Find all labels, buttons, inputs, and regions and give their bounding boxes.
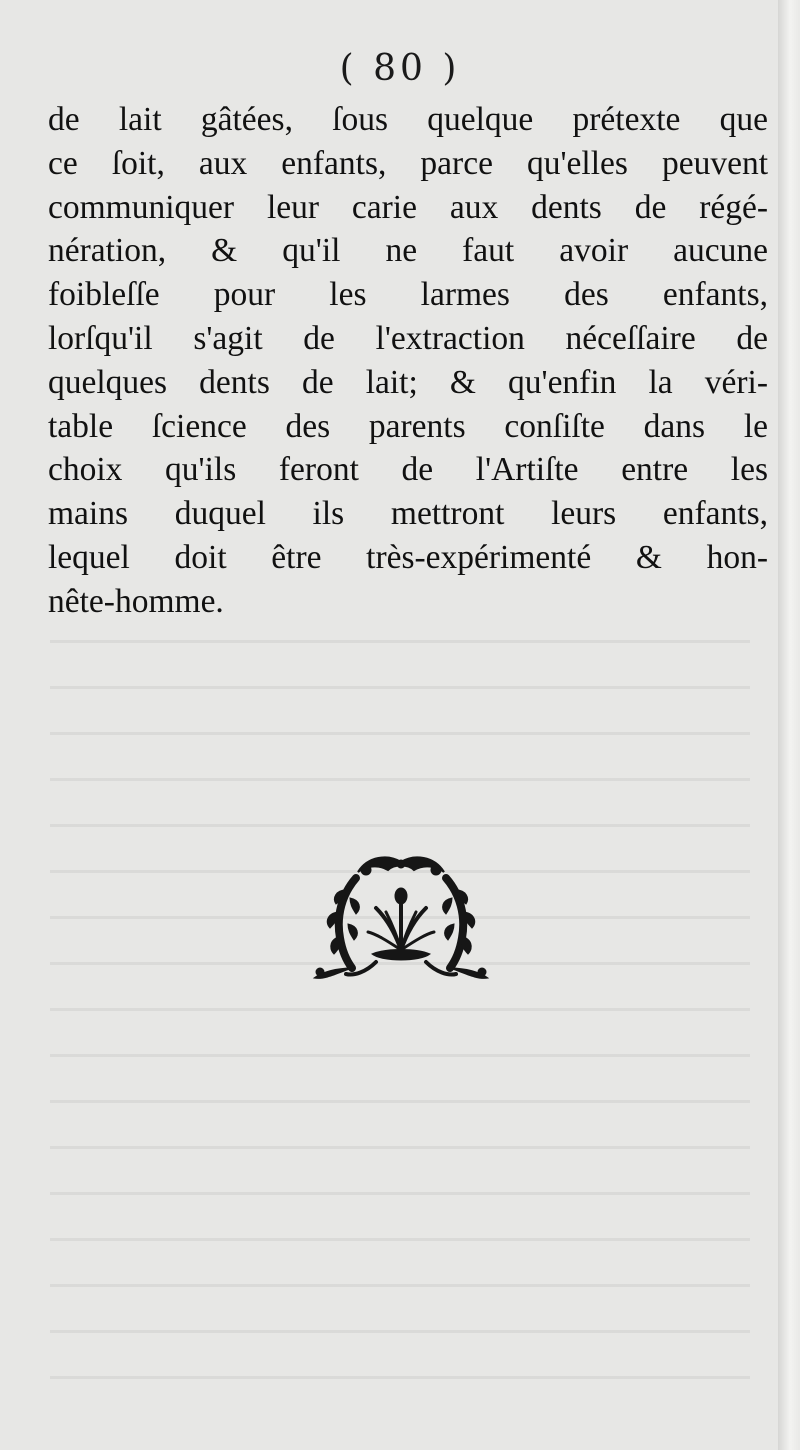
paragraph — [48, 98, 768, 624]
text-line: ce ſoit, aux enfants, parce qu'elles peuvent — [48, 144, 768, 182]
page-number: ( 80 ) — [339, 48, 461, 89]
show-through-text — [50, 640, 750, 1400]
text-line: quelques dents de lait; & qu'enfin la véri- — [48, 363, 768, 401]
text-line: lorſqu'il s'agit de l'extraction néceſſaire de — [48, 319, 768, 357]
text-line: foibleſſe pour les larmes des enfants, — [48, 276, 768, 314]
fleuron-ornament-icon — [306, 850, 496, 990]
text-line: mains duquel ils mettront leurs enfants, — [48, 495, 768, 533]
text-line: nête-homme. — [48, 582, 224, 620]
text-line: table ſcience des parents conſiſte dans le — [48, 407, 768, 445]
text-line: communiquer leur carie aux dents de régé- — [48, 188, 768, 226]
text-line: de lait gâtées, ſous quelque prétexte que — [48, 101, 768, 138]
text-line: choix qu'ils feront de l'Artiſte entre les — [48, 451, 768, 489]
text-line: lequel doit être très-expérimenté & hon- — [48, 538, 768, 576]
page-edge — [778, 0, 800, 1450]
text-line: nération, & qu'il ne faut avoir aucune — [48, 232, 768, 270]
